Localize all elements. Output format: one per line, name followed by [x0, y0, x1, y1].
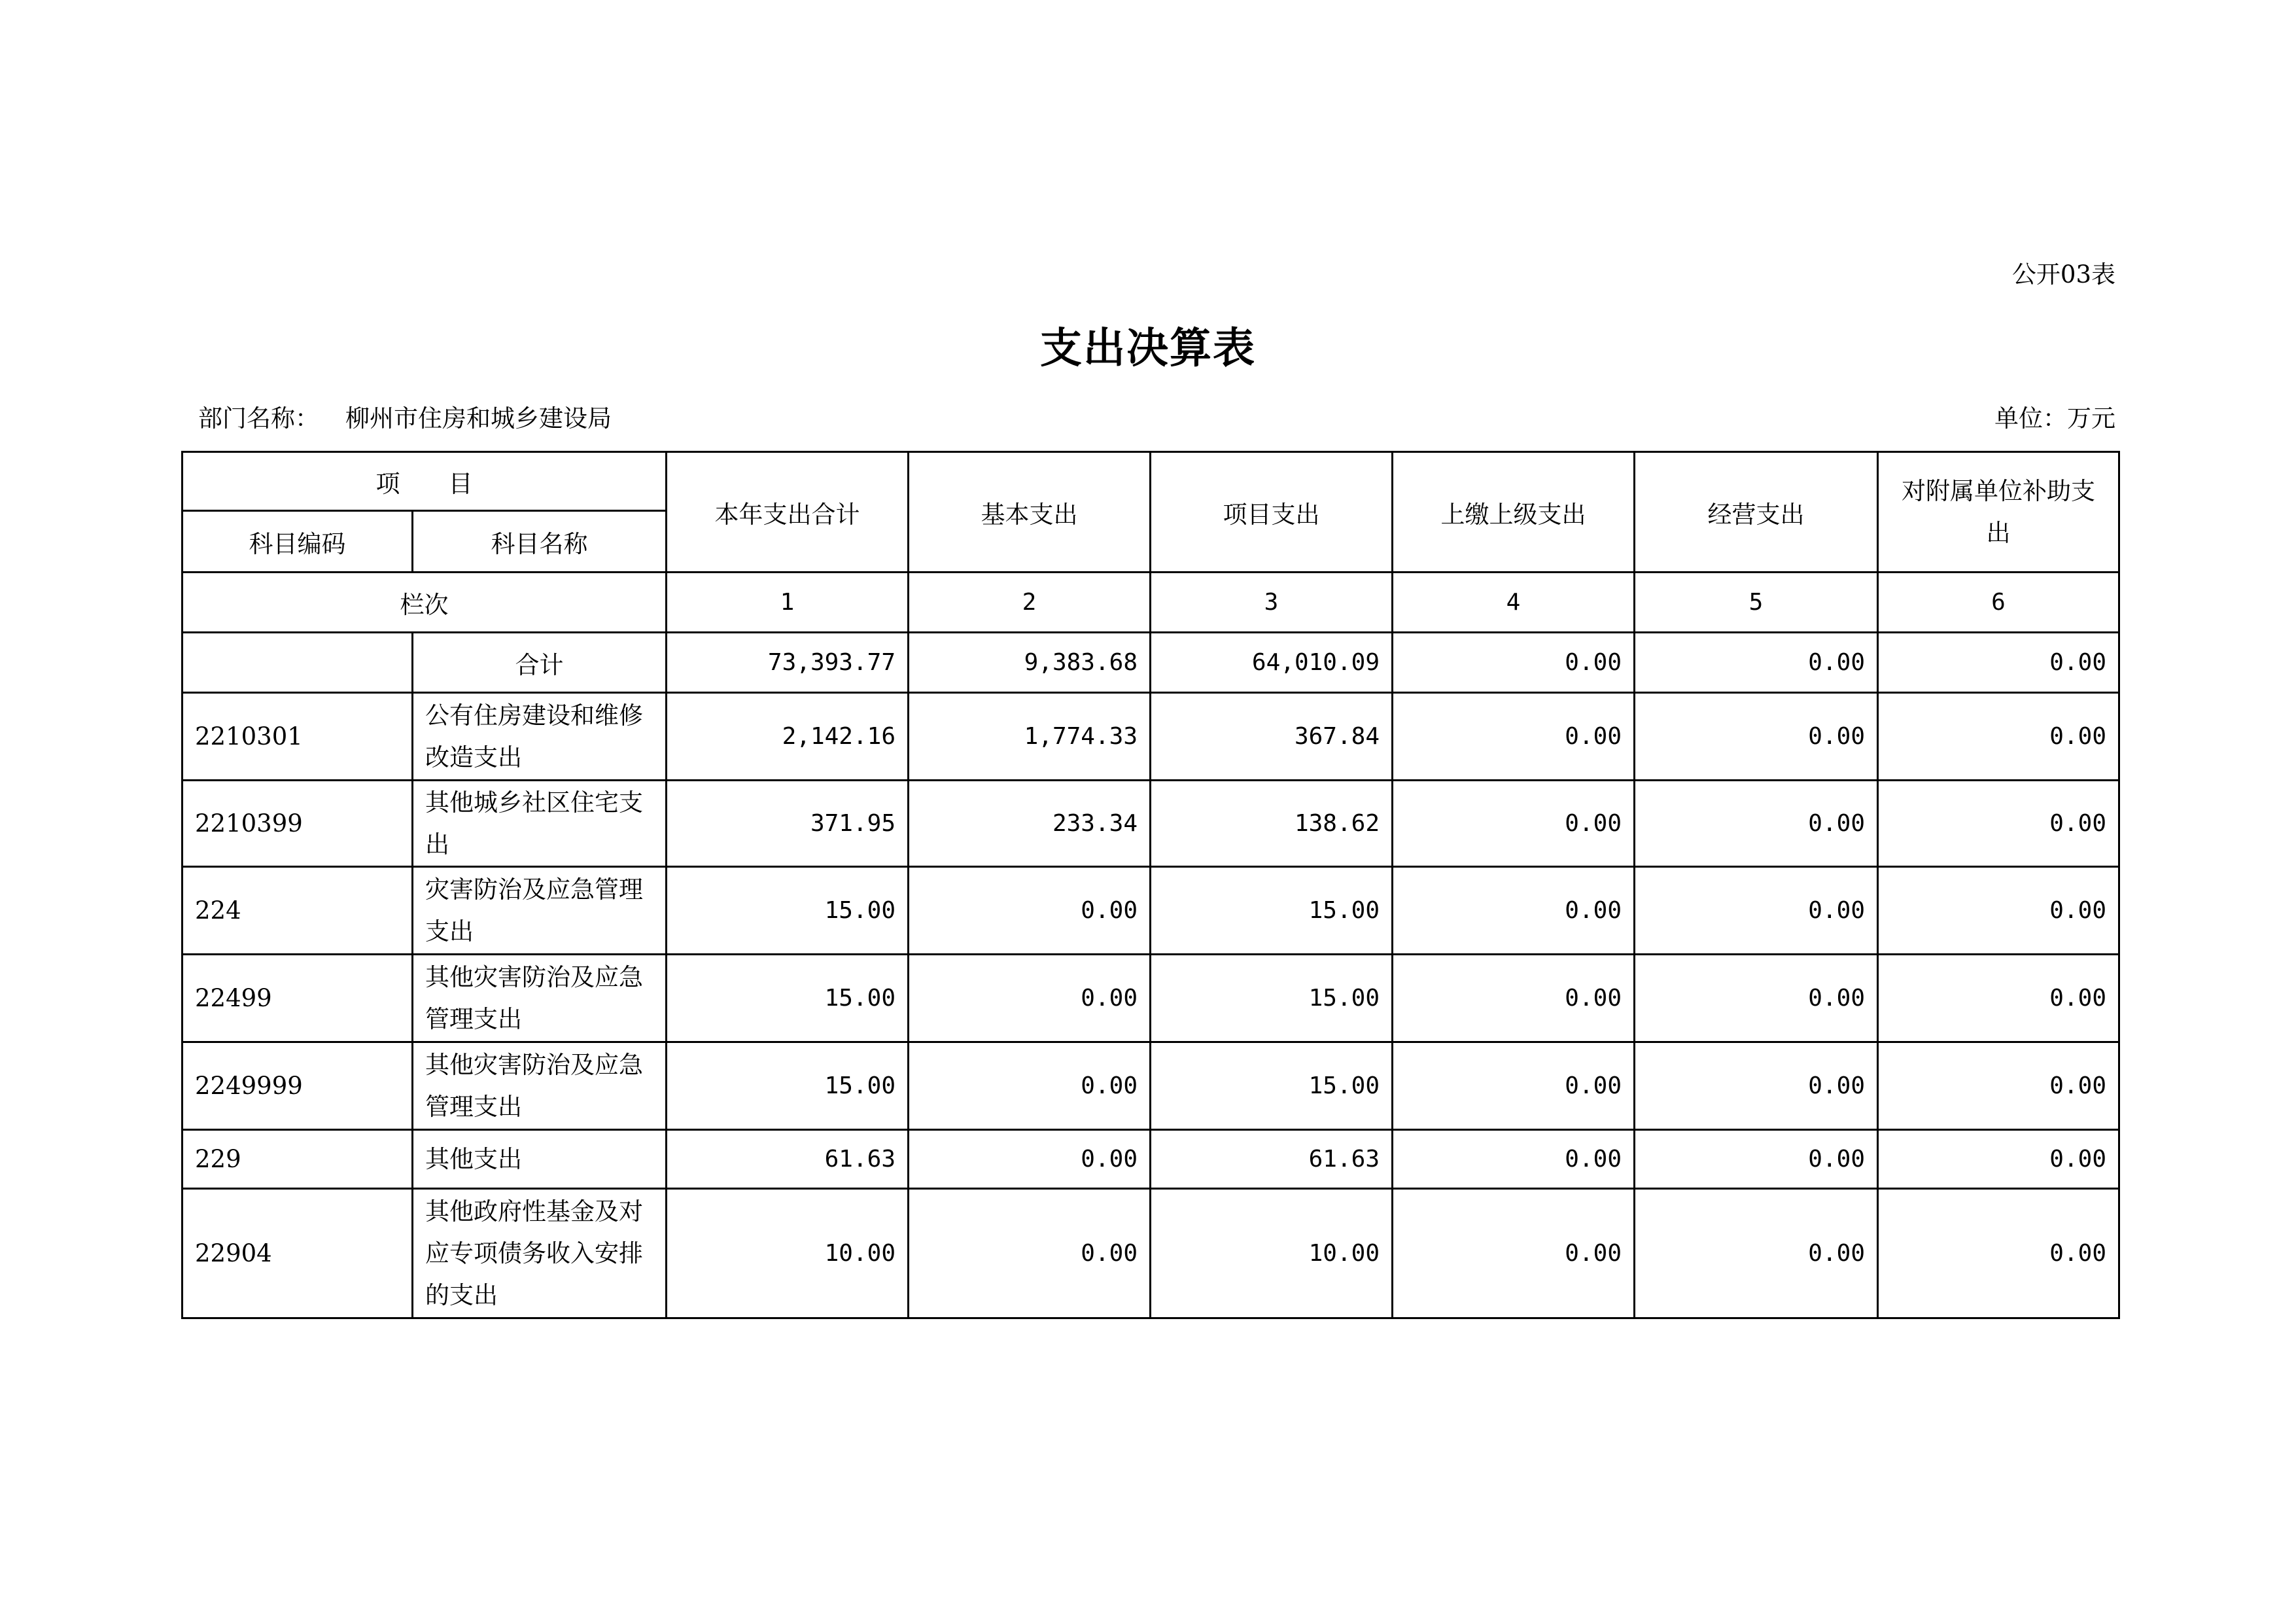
total-value: 0.00	[1878, 633, 2119, 693]
column-index: 6	[1878, 573, 2119, 633]
amount-cell: 0.00	[1393, 1130, 1635, 1189]
column-index: 1	[667, 573, 909, 633]
column-index: 5	[1635, 573, 1878, 633]
header-row-1	[183, 452, 2119, 511]
amount-cell: 15.00	[1151, 955, 1393, 1042]
subject-code: 22499	[183, 955, 413, 1042]
total-value: 64,010.09	[1151, 633, 1393, 693]
amount-cell: 0.00	[1878, 867, 2119, 955]
amount-cell: 0.00	[1878, 1042, 2119, 1130]
amount-cell: 10.00	[667, 1189, 909, 1318]
total-code-cell	[183, 633, 413, 693]
amount-cell: 0.00	[1878, 693, 2119, 781]
header-project: 项 目	[183, 452, 667, 511]
amount-cell: 0.00	[1635, 1189, 1878, 1318]
amount-cell: 0.00	[1393, 1042, 1635, 1130]
total-value: 73,393.77	[667, 633, 909, 693]
amount-cell: 0.00	[1393, 693, 1635, 781]
amount-cell: 0.00	[1878, 1130, 2119, 1189]
amount-cell: 0.00	[909, 1130, 1151, 1189]
subject-code: 229	[183, 1130, 413, 1189]
amount-cell: 0.00	[1393, 867, 1635, 955]
amount-cell: 0.00	[909, 867, 1151, 955]
amount-cell: 0.00	[1635, 781, 1878, 867]
subject-name: 其他城乡社区住宅支出	[413, 781, 667, 867]
table-row	[183, 1189, 2119, 1318]
subject-code: 2249999	[183, 1042, 413, 1130]
column-index: 2	[909, 573, 1151, 633]
amount-cell: 367.84	[1151, 693, 1393, 781]
table-row	[183, 867, 2119, 955]
table-row	[183, 781, 2119, 867]
column-index-row	[183, 573, 2119, 633]
amount-cell: 15.00	[667, 867, 909, 955]
column-index: 4	[1393, 573, 1635, 633]
amount-cell: 0.00	[1878, 781, 2119, 867]
subject-code: 224	[183, 867, 413, 955]
subject-name: 灾害防治及应急管理支出	[413, 867, 667, 955]
table-row	[183, 955, 2119, 1042]
amount-cell: 0.00	[1635, 1130, 1878, 1189]
unit-label: 单位：万元	[1994, 404, 2115, 432]
subject-code: 2210399	[183, 781, 413, 867]
subject-name: 其他政府性基金及对应专项债务收入安排的支出	[413, 1189, 667, 1318]
subject-code: 2210301	[183, 693, 413, 781]
amount-cell: 371.95	[667, 781, 909, 867]
form-code: 公开03表	[2011, 260, 2115, 289]
table-row	[183, 693, 2119, 781]
amount-cell: 0.00	[909, 1189, 1151, 1318]
amount-cell: 0.00	[1393, 1189, 1635, 1318]
amount-cell: 0.00	[1393, 955, 1635, 1042]
amount-cell: 0.00	[1635, 693, 1878, 781]
department-name: 柳州市住房和城乡建设局	[345, 404, 612, 432]
table-row	[183, 1042, 2119, 1130]
amount-cell: 1,774.33	[909, 693, 1151, 781]
header-basic: 基本支出	[909, 452, 1151, 573]
total-label: 合计	[413, 633, 667, 693]
department-label: 部门名称：	[198, 404, 319, 432]
amount-cell: 61.63	[1151, 1130, 1393, 1189]
subject-name: 其他灾害防治及应急管理支出	[413, 955, 667, 1042]
amount-cell: 15.00	[1151, 1042, 1393, 1130]
subject-name: 公有住房建设和维修改造支出	[413, 693, 667, 781]
amount-cell: 233.34	[909, 781, 1151, 867]
header-total: 本年支出合计	[667, 452, 909, 573]
department-info	[198, 402, 612, 435]
subject-name: 其他支出	[413, 1130, 667, 1189]
amount-cell: 15.00	[667, 955, 909, 1042]
column-index: 3	[1151, 573, 1393, 633]
header-name: 科目名称	[413, 511, 667, 573]
amount-cell: 0.00	[909, 1042, 1151, 1130]
amount-cell: 0.00	[1635, 867, 1878, 955]
amount-cell: 10.00	[1151, 1189, 1393, 1318]
amount-cell: 15.00	[667, 1042, 909, 1130]
total-value: 9,383.68	[909, 633, 1151, 693]
amount-cell: 0.00	[1878, 955, 2119, 1042]
amount-cell: 0.00	[1393, 781, 1635, 867]
amount-cell: 0.00	[1635, 1042, 1878, 1130]
amount-cell: 15.00	[1151, 867, 1393, 955]
table-row	[183, 1130, 2119, 1189]
header-subsidy: 对附属单位补助支出	[1878, 452, 2119, 573]
amount-cell: 0.00	[1878, 1189, 2119, 1318]
header-project-expenditure: 项目支出	[1151, 452, 1393, 573]
amount-cell: 138.62	[1151, 781, 1393, 867]
amount-cell: 2,142.16	[667, 693, 909, 781]
page-title: 支出决算表	[1040, 324, 1256, 373]
expenditure-table	[181, 451, 2120, 1319]
header-business: 经营支出	[1635, 452, 1878, 573]
amount-cell: 61.63	[667, 1130, 909, 1189]
amount-cell: 0.00	[1635, 955, 1878, 1042]
total-value: 0.00	[1393, 633, 1635, 693]
subject-name: 其他灾害防治及应急管理支出	[413, 1042, 667, 1130]
total-row	[183, 633, 2119, 693]
amount-cell: 0.00	[909, 955, 1151, 1042]
subject-code: 22904	[183, 1189, 413, 1318]
header-code: 科目编码	[183, 511, 413, 573]
total-value: 0.00	[1635, 633, 1878, 693]
column-index-label: 栏次	[183, 573, 667, 633]
header-upper-level: 上缴上级支出	[1393, 452, 1635, 573]
